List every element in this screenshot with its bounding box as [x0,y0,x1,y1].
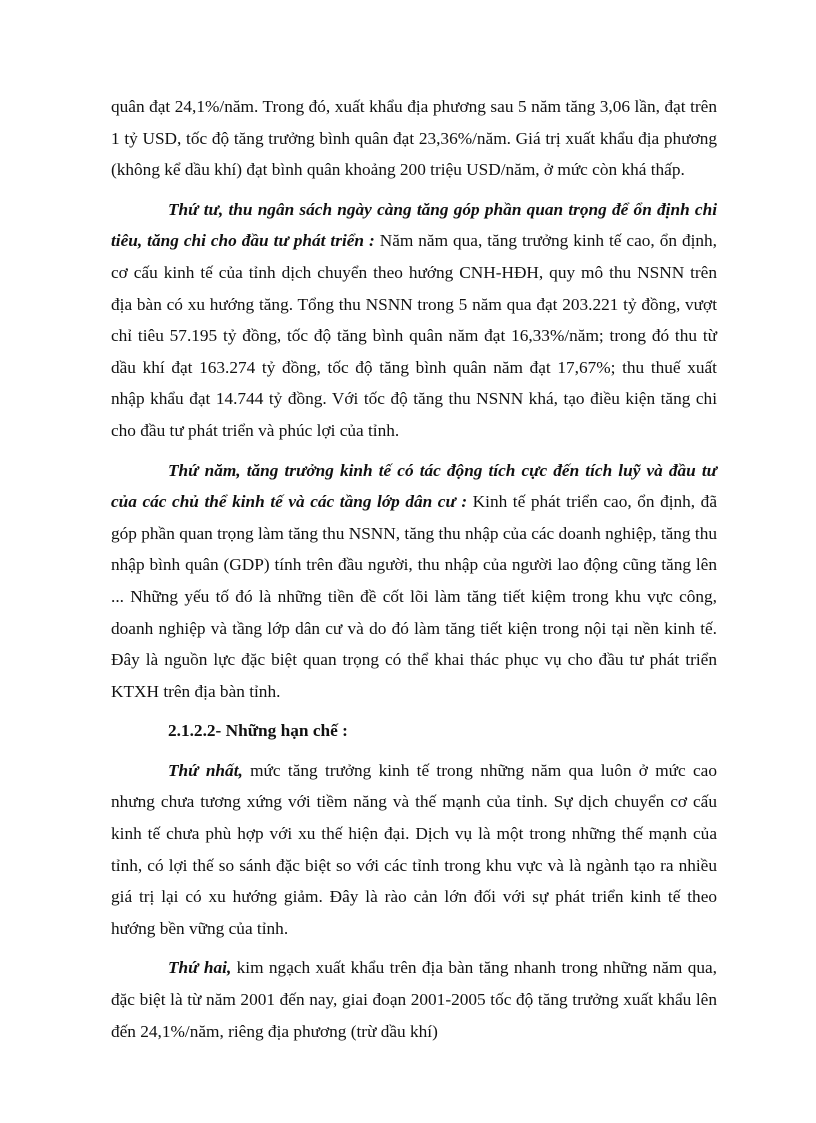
paragraph-continuation [111,91,717,186]
paragraph-lead: Thứ hai, [168,958,232,978]
document-page [111,91,717,1047]
paragraph-thu-tu [111,194,717,447]
paragraph-text: mức tăng trưởng kinh tế trong những năm qua luôn ở mức cao nhưng chưa tương xứng với tiềm năng và thế mạnh của tỉnh. Sự dịch chuyển cơ cấu kinh tế chưa phù hợp với xu thế hiện đại. Dịch vụ là một trong những thế mạnh của tỉnh, có lợi thế so sánh đặc biệt so với các tỉnh trong khu vực và là ngành tạo ra nhiều giá trị lại có xu hướng giảm. Đây là rào cản lớn đối với sự phát triển kinh tế theo hướng bền vững của tỉnh. [111,760,717,938]
paragraph-text: quân đạt 24,1%/năm. Trong đó, xuất khẩu địa phương sau 5 năm tăng 3,06 lần, đạt trên 1 tỷ USD, tốc độ tăng trưởng bình quân đạt 23,36%/năm. Giá trị xuất khẩu địa phương (không kể dầu khí) đạt bình quân khoảng 200 triệu USD/năm, ở mức còn khá thấp. [111,97,717,180]
paragraph-text: kim ngạch xuất khẩu trên địa bàn tăng nhanh trong những năm qua, đặc biệt là từ năm 2001 đến nay, giai đoạn 2001-2005 tốc độ tăng trưởng xuất khẩu lên đến 24,1%/năm, riêng địa phương (trừ dầu khí) [111,958,717,1041]
paragraph-lead: Thứ năm, tăng trưởng kinh tế có tác động tích cực đến tích luỹ và đầu tư của các chủ thể kinh tế và các tầng lớp dân cư : [111,460,717,512]
paragraph-text: Năm năm qua, tăng trưởng kinh tế cao, ổn định, cơ cấu kinh tế của tỉnh dịch chuyển theo hướng CNH-HĐH, quy mô thu NSNN trên địa bàn có xu hướng tăng. Tổng thu NSNN trong 5 năm qua đạt 203.221 tỷ đồng, vượt chỉ tiêu 57.195 tỷ đồng, tốc độ tăng bình quân năm đạt 16,33%/năm; trong đó thu từ dầu khí đạt 163.274 tỷ đồng, tốc độ tăng bình quân năm đạt 17,67%; thu thuế xuất nhập khẩu đạt 14.744 tỷ đồng. Với tốc độ tăng thu NSNN khá, tạo điều kiện tăng chi cho đầu tư phát triển và phúc lợi của tỉnh. [111,231,717,440]
paragraph-thu-nam [111,455,717,708]
paragraph-thu-nhat [111,755,717,945]
paragraph-lead: Thứ tư, thu ngân sách ngày càng tăng góp phần quan trọng để ổn định chi tiêu, tăng chi cho đầu tư phát triển : [111,199,717,251]
section-heading: 2.1.2.2- Những hạn chế : [168,721,348,741]
paragraph-thu-hai [111,952,717,1047]
paragraph-lead: Thứ nhất, [168,760,243,780]
paragraph-text: Kinh tế phát triển cao, ổn định, đã góp phần quan trọng làm tăng thu NSNN, tăng thu nhập của các doanh nghiệp, tăng thu nhập bình quân (GDP) tính trên đầu người, thu nhập của người lao động cũng tăng lên ... Những yếu tố đó là những tiền đề cốt lõi làm tăng tiết kiệm trong khu vực công, doanh nghiệp và tầng lớp dân cư và do đó làm tăng tiết kiện trong nội tại nền kinh tế. Đây là nguồn lực đặc biệt quan trọng có thể khai thác phục vụ cho đầu tư phát triển KTXH trên địa bàn tỉnh. [111,492,717,701]
